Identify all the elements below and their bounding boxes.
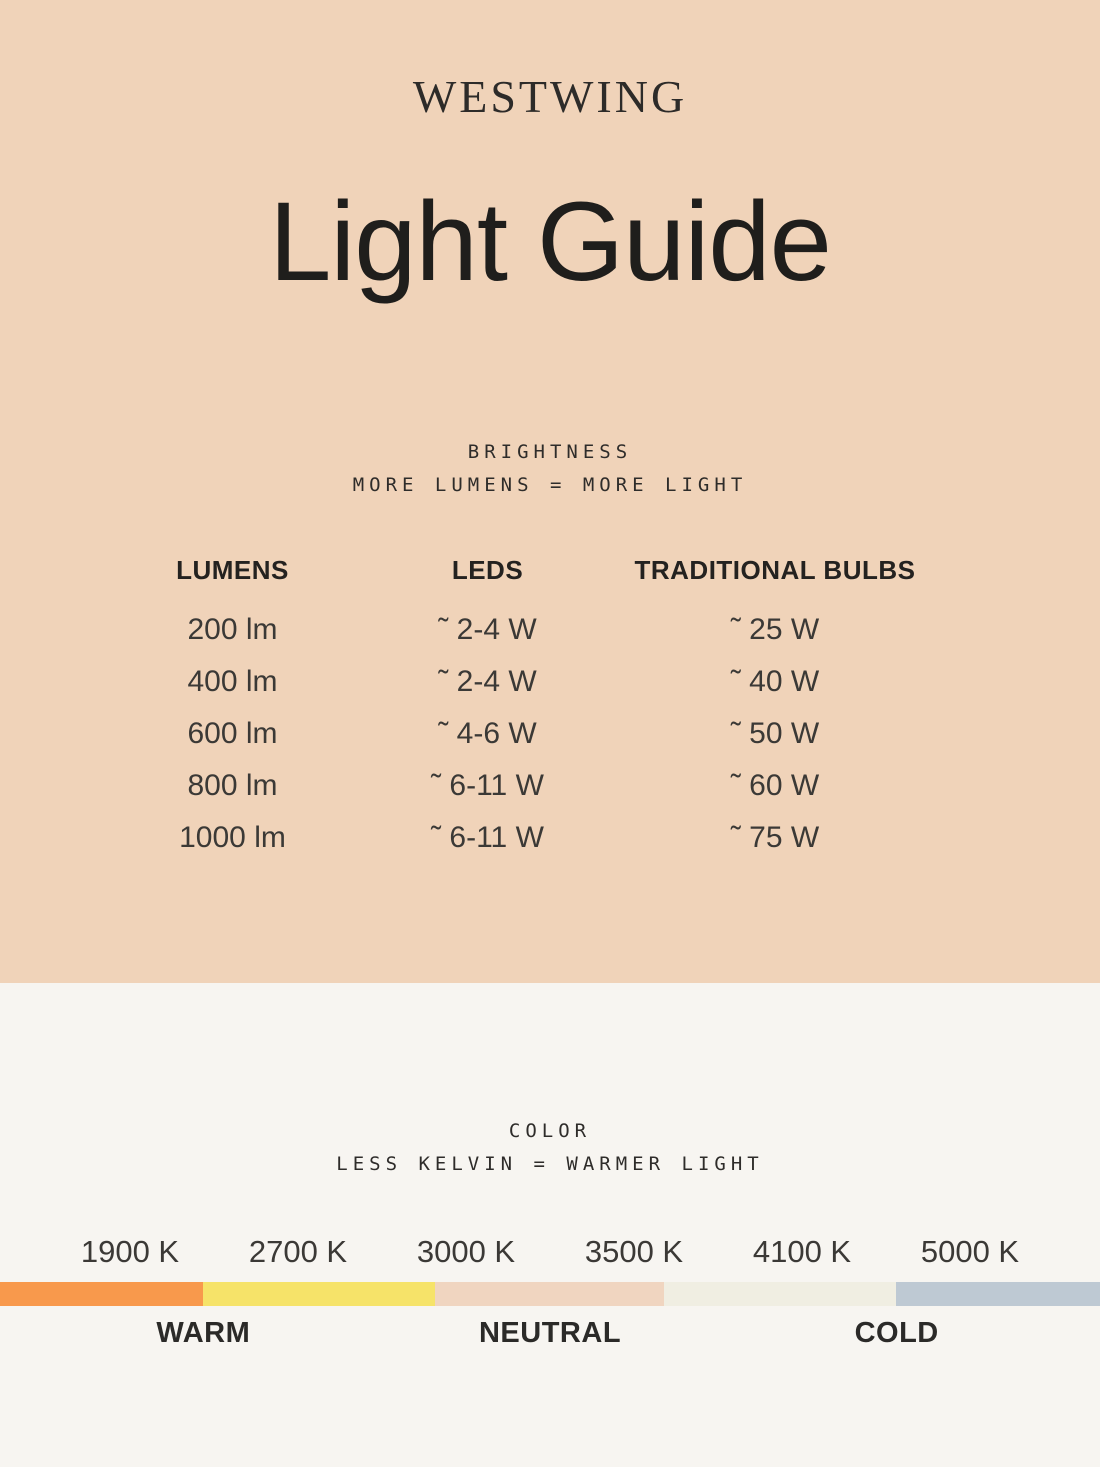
cell-leds: ˜ 4-6 W [438, 717, 537, 750]
scale-segment-neutral-cream [664, 1282, 896, 1306]
brightness-heading: BRIGHTNESS [467, 441, 633, 463]
column-header-lumens: LUMENS [176, 554, 289, 585]
brand-logo: WESTWING [412, 71, 688, 122]
kelvin-label: 4100 K [752, 1234, 852, 1269]
cell-lumens: 1000 lm [179, 821, 286, 854]
cell-lumens: 600 lm [187, 717, 278, 750]
cell-lumens: 400 lm [187, 665, 278, 698]
kelvin-scale-bar [0, 1282, 1100, 1306]
kelvin-label: 1900 K [80, 1234, 180, 1269]
kelvin-label: 2700 K [248, 1234, 348, 1269]
table-row [90, 656, 950, 708]
kelvin-label: 5000 K [920, 1234, 1020, 1269]
column-header-leds: LEDS [451, 554, 524, 585]
cell-leds: ˜ 6-11 W [431, 821, 544, 854]
color-subheading: LESS KELVIN = WARMER LIGHT [336, 1153, 764, 1175]
cell-bulbs: ˜ 50 W [730, 717, 820, 750]
page-title: Light Guide [269, 179, 831, 304]
cell-leds: ˜ 2-4 W [438, 665, 537, 698]
scale-segment-warm-yellow [203, 1282, 435, 1306]
table-row [90, 760, 950, 812]
cell-leds: ˜ 2-4 W [438, 613, 537, 646]
temperature-label-neutral: NEUTRAL [478, 1317, 622, 1349]
cell-bulbs: ˜ 40 W [730, 665, 820, 698]
kelvin-label: 3500 K [584, 1234, 684, 1269]
lumens-table [90, 552, 950, 864]
cell-bulbs: ˜ 75 W [730, 821, 820, 854]
temperature-label-cold: COLD [854, 1317, 939, 1349]
color-heading-block [0, 1115, 1100, 1181]
color-section [0, 983, 1100, 1467]
table-row [90, 708, 950, 760]
kelvin-label-row [46, 1234, 1054, 1270]
cell-bulbs: ˜ 25 W [730, 613, 820, 646]
scale-segment-cold-blue [896, 1282, 1100, 1306]
cell-lumens: 800 lm [187, 769, 278, 802]
scale-segment-warm-orange [0, 1282, 203, 1306]
color-heading: COLOR [508, 1120, 592, 1142]
temperature-label-warm: WARM [156, 1317, 251, 1349]
cell-lumens: 200 lm [187, 613, 278, 646]
temperature-label-row [30, 1317, 1070, 1350]
scale-segment-neutral-peach [435, 1282, 664, 1306]
table-header-row [90, 552, 950, 588]
table-row [90, 604, 950, 656]
cell-leds: ˜ 6-11 W [431, 769, 544, 802]
kelvin-label: 3000 K [416, 1234, 516, 1269]
cell-bulbs: ˜ 60 W [730, 769, 820, 802]
table-row [90, 812, 950, 864]
column-header-traditional-bulbs: TRADITIONAL BULBS [634, 554, 916, 585]
brightness-heading-block [0, 436, 1100, 502]
brightness-subheading: MORE LUMENS = MORE LIGHT [352, 474, 748, 496]
